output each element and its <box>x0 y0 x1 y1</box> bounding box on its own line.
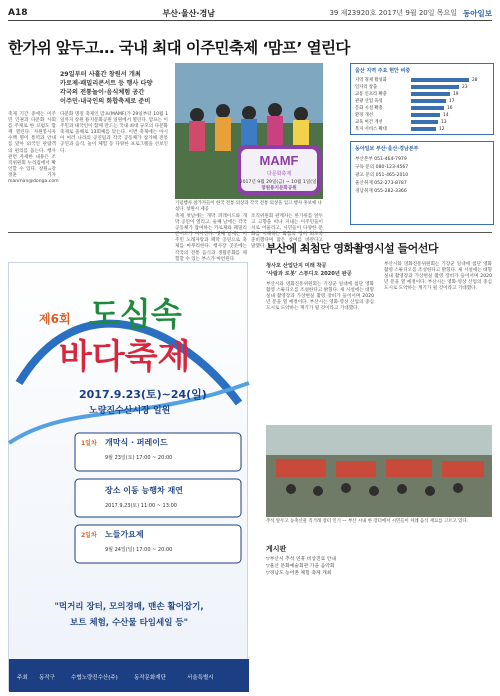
ad-day1-title: 개막식 · 퍼레이드 <box>105 438 168 447</box>
ad-title-line2: 바다축제 <box>59 337 191 377</box>
sidebar-chart-box <box>350 63 494 135</box>
info-line: 부산본부 051-464-7979 <box>355 157 407 162</box>
chart-value: 19 <box>453 91 459 97</box>
festival-photo-illustration <box>175 63 323 199</box>
notice-item: ▽경남도 농어촌 체험 축제 개최 <box>266 571 332 576</box>
ad-illustration <box>9 263 249 692</box>
chart-row-label: 문화 시설 확충 <box>355 106 383 111</box>
notice-title: 게시판 <box>266 545 287 553</box>
info-title: 동아일보 부산·울산·경남본부 <box>355 146 419 152</box>
lead-body-col-2: 축제 첫날에는 개막 퍼레이드와 개막 공연이 열리고, 둘째 날에는 각국 공동체가 참여하는 카로제와 패밀리 콘서트가 이어진다. 셋째 날에는 이주민 노래자랑과 폐막 공연으로 축제를 마무리한다. 행사장 곳곳에는 각국의 전통 음식과 생활문화를 체험할 수 있는 부스가 마련된다. <box>175 214 247 262</box>
chart-row <box>355 105 489 111</box>
issue-meta: 39 제23920호 2017년 9월 20일 목요일 <box>329 9 458 17</box>
chart-value: 13 <box>441 119 447 125</box>
lead-body-col-0: 축제 기간 중에는 이주민 인권과 다문화 사회를 주제로 한 포럼도 함께 열린다. 자원봉사자 수백 명이 통역과 안내를 맡아 외국인 관람객의 편의를 돕는다. 행사 관련 자세한 내용은 조직위원회 누리집에서 확인할 수 있다. 창원=강정훈 기자 manman@donga.com <box>8 112 59 185</box>
sponsor-item: 동작구 <box>39 675 55 681</box>
lead-headline: 한가위 앞두고… 국내 최대 이주민축제 ‘맘프’ 열린다 <box>8 39 350 57</box>
section2-body-col-2: 부산시와 영화진흥위원회는 기장군 일대에 첨단 영화촬영 스튜디오를 조성한다고 밝혔다. 새 시설에는 대형 실내 촬영장과 가상현실 촬영 장비가 들어서며 2020년 문을 열 예정이다. 부산시는 영화·영상 산업의 중심 도시로 도약하는 계기가 될 것이라고 기대했다. <box>384 262 492 292</box>
sidebar-info-box <box>350 141 494 225</box>
chart-row <box>355 119 489 125</box>
market-photo <box>266 425 492 517</box>
market-photo-illustration <box>266 425 492 517</box>
chart-bar <box>411 120 438 124</box>
ad-edition: 제6회 <box>39 312 71 326</box>
notice-item: ▽울산 문화예술회관 가을 음악회 <box>266 564 335 569</box>
subhead-line: 이주민·내국인의 화합축제로 준비 <box>60 98 151 105</box>
chart-value: 12 <box>439 126 445 132</box>
chart-bar <box>411 127 436 131</box>
chart-row <box>355 77 489 83</box>
chart-row <box>355 112 489 118</box>
festival-photo-caption: 기념행사 참가자들이 한국 전통 의상과 각국 전통 의상을 입고 행사 홍보에 나섰다. 창원시 제공 <box>175 201 322 212</box>
page-header <box>8 6 492 21</box>
subhead-line: 29일부터 사흘간 창원서 개최 <box>60 71 141 78</box>
ad-day2-title: 노들가요제 <box>105 530 144 539</box>
info-lines <box>355 156 408 196</box>
chart-value: 14 <box>443 112 449 118</box>
subhead-line: 각국의 전통놀이·음식체험 공간 <box>60 89 145 96</box>
sponsor-item: 수협노량진수산(주) <box>71 675 118 681</box>
ad-date: 2017.9.23(토)~24(일) <box>79 388 207 401</box>
chart-row-label: 교통 인프라 확충 <box>355 92 387 97</box>
info-line: 광고 문의 051-465-2010 <box>355 173 409 178</box>
ad-event2-title: 장소 이동 능행차 재연 <box>105 486 183 495</box>
newspaper-brand: 동아일보 <box>463 8 492 18</box>
chart-row <box>355 126 489 132</box>
sponsor-item: 서울특별시 <box>187 675 214 681</box>
info-line: 경남취재 055-282-3366 <box>355 189 407 194</box>
ad-slogan-line2: 보트 체험, 수산물 타임세일 등" <box>69 618 189 628</box>
chart-title: 울산 지역 주요 현안 비중 <box>355 68 411 74</box>
ad-event2-time: 2017.9.23(토) 11:00 ~ 13:00 <box>105 503 177 509</box>
chart-value: 28 <box>472 77 478 83</box>
festival-place: 창원용지문화공원 <box>261 186 297 191</box>
ad-title-line1: 도심속 <box>89 295 182 333</box>
ad-place: 노량진수산시장 일원 <box>89 406 171 416</box>
sponsor-label: 주최 <box>17 675 28 681</box>
chart-row <box>355 84 489 90</box>
market-photo-caption: 추석 앞두고 농축산물 직거래 장터 인기 — 부산 시내 한 장터에서 시민들이 차례 음식 재료를 고르고 있다. <box>266 519 469 524</box>
section2-subhead <box>266 262 374 278</box>
section-divider <box>8 232 492 233</box>
lead-subhead <box>60 70 168 106</box>
section2-headline: 부산에 최첨단 영화촬영시설 들어선다 <box>266 242 439 255</box>
ad-day2-label: 2일차 <box>81 532 97 539</box>
chart-row-label: 환경 개선 <box>355 113 373 118</box>
subhead-line: 청사포 산업단지 미래 착공 <box>266 263 327 269</box>
festival-logo: MAMF <box>259 153 299 168</box>
section-name: 부산·울산·경남 <box>162 8 215 18</box>
chart-bar <box>411 113 440 117</box>
chart-row-label: 지역 경제 활성화 <box>355 78 387 83</box>
notice-list <box>266 556 492 577</box>
chart-bar <box>411 78 469 82</box>
subhead-line: ‘사람과 로봇’ 스튜디오 2020년 완공 <box>266 271 352 277</box>
chart-row-label: 교육 여건 개선 <box>355 120 383 125</box>
info-line: 울산취재 052-273-8787 <box>355 181 407 186</box>
festival-photo <box>175 63 323 199</box>
ad-day2-date: 9월 24일(일) 17:00 ~ 20:00 <box>105 547 173 553</box>
chart-row-label: 관광 산업 육성 <box>355 99 383 104</box>
chart-value: 17 <box>449 98 455 104</box>
chart-bar <box>411 92 450 96</box>
festival-dates: 2017년 9월 29일(금) ~ 10월 1일(일) <box>239 180 319 185</box>
chart-bar <box>411 106 444 110</box>
chart-value: 23 <box>462 84 468 90</box>
chart-bar <box>411 85 459 89</box>
chart-row <box>355 98 489 104</box>
sponsor-item: 동작문화재단 <box>134 675 166 681</box>
page-number: A18 <box>8 8 28 18</box>
lead-body-col-3: 조직위원회 관계자는 한가위를 앞두고 고향을 떠나 지내는 이주민들이 서로 어울리고, 시민들이 다양한 문화를 이해하는 화합의 장이 되도록 준비했다며 많은 참여를 바란다고 말했다. <box>251 214 323 250</box>
subhead-line: 카로제·패밀리콘서트 등 행사 다양 <box>60 80 153 87</box>
festival-advertisement <box>8 262 248 691</box>
notice-item: ▽부산시 추석 연휴 비상진료 안내 <box>266 557 337 562</box>
chart-row-label: 복지 서비스 확대 <box>355 127 387 132</box>
section2-body-col-1: 부산시와 영화진흥위원회는 기장군 일대에 첨단 영화촬영 스튜디오를 조성한다고 밝혔다. 새 시설에는 대형 실내 촬영장과 가상현실 촬영 장비가 들어서며 2020년 문을 열 예정이다. 부산시는 영화·영상 산업의 중심 도시로 도약하는 계기가 될 것이라고 기대했다. <box>266 282 374 312</box>
lead-body-col-1: 다문화 명절 축제인 맘프(MAMF)가 29일부터 10월 1일까지 창원 용지문화공원 일원에서 열린다. 맘프는 이주민과 내국인이 함께 만드는 국내 최대 규모의 다문화 축제로 올해로 13회째를 맞는다. 이번 축제에는 아시아 여러 나라의 공연팀과 각국 공동체가 참가해 전통 공연과 음식, 놀이 체험 등 다양한 프로그램을 선보인다. <box>60 112 168 154</box>
ad-day1-label: 1일차 <box>81 440 97 447</box>
chart-value: 16 <box>447 105 453 111</box>
ad-day1-date: 9월 23일(토) 17:00 ~ 20:00 <box>105 455 173 461</box>
festival-tagline: 다문화축제 <box>266 171 292 177</box>
info-line: 구독 문의 080-123-4567 <box>355 165 409 170</box>
chart-row <box>355 91 489 97</box>
chart-bar <box>411 99 446 103</box>
chart-row-label: 일자리 창출 <box>355 85 378 90</box>
ad-slogan-line1: "먹거리 장터, 모의경매, 맨손 활어잡기, <box>54 602 204 612</box>
